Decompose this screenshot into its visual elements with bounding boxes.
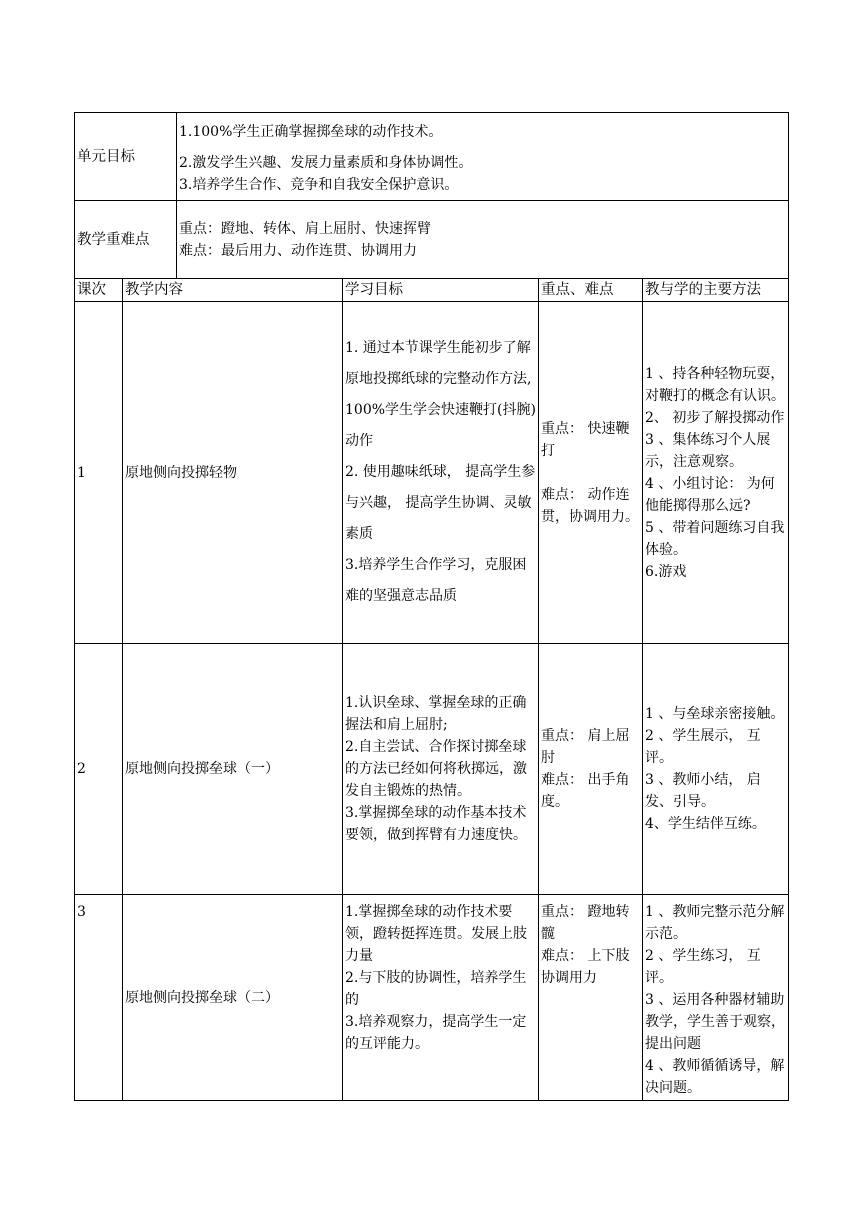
key-point-item: 重点：蹬地、转体、肩上屈肘、快速挥臂 — [179, 220, 431, 237]
unit-goal-item: 3.培养学生合作、竞争和自我安全保护意识。 — [179, 177, 459, 193]
goal-item: 3.培养观察力，提高学生一定的互评能力。 — [345, 1014, 527, 1052]
method-item: 3 、运用各种器材辅助教学，学生善于观察，提出问题 — [645, 992, 785, 1052]
key-item: 重点： 肩上屈肘 — [541, 728, 630, 766]
table-row — [75, 644, 789, 895]
header-goals: 学习目标 — [343, 279, 539, 302]
method-item: 2 、学生展示， 互评。 — [645, 728, 761, 766]
lesson-methods — [643, 895, 789, 1101]
lesson-plan-table — [74, 112, 789, 1101]
method-item: 4、学生结伴互练。 — [645, 816, 766, 832]
lesson-methods — [643, 302, 789, 644]
goal-item: 1. 通过本节课学生能初步了解原地投掷纸球的完整动作方法,100%学生学会快速鞭打(抖腕)动作 — [345, 340, 536, 449]
goal-item: 2.自主尝试、合作探讨掷垒球的方法已经如何将秋掷远，激发自主锻炼的热情。 — [345, 739, 527, 799]
lesson-number: 2 — [75, 644, 123, 895]
key-item: 难点： 出手角度。 — [541, 772, 630, 810]
lesson-methods — [643, 644, 789, 895]
unit-goal-label: 单元目标 — [75, 113, 177, 201]
method-item: 4 、小组讨论： 为何他能掷得那么远? — [645, 475, 775, 514]
table-row — [75, 895, 789, 1101]
method-item: 6.游戏 — [645, 563, 687, 580]
method-item: 5 、带着问题练习自我体验。 — [645, 519, 785, 558]
lesson-plan-document — [74, 112, 788, 1101]
key-item: 难点： 动作连贯，协调用力。 — [541, 486, 639, 525]
header-keys: 重点、难点 — [539, 279, 643, 302]
key-points-list — [177, 201, 789, 279]
method-item: 3 、教师小结， 启发、引导。 — [645, 772, 761, 810]
table-row — [75, 302, 789, 644]
method-item: 1 、教师完整示范分解示范。 — [645, 904, 785, 942]
unit-goal-item: 1.100%学生正确掌握掷垒球的动作技术。 — [179, 124, 443, 140]
key-points-row — [75, 201, 789, 279]
lesson-keys — [539, 644, 643, 895]
goal-item: 1.认识垒球、掌握垒球的正确握法和肩上屈肘; — [345, 695, 527, 733]
method-item: 2、 初步了解投掷动作 — [645, 409, 785, 426]
method-item: 4 、教师循循诱导，解决问题。 — [645, 1058, 785, 1096]
header-lesson-number: 课次 — [75, 279, 123, 302]
method-item: 2 、学生练习， 互评。 — [645, 948, 761, 986]
lesson-keys — [539, 895, 643, 1101]
lesson-number: 3 — [75, 895, 123, 1101]
lesson-goals — [343, 644, 539, 895]
lesson-content: 原地侧向投掷垒球（二） — [123, 895, 343, 1101]
key-points-label: 教学重难点 — [75, 201, 177, 279]
lesson-goals — [343, 895, 539, 1101]
lesson-content: 原地侧向投掷轻物 — [123, 302, 343, 644]
key-item: 重点： 蹬地转髋 — [541, 904, 630, 942]
method-item: 1 、与垒球亲密接触。 — [645, 706, 785, 722]
lesson-keys — [539, 302, 643, 644]
lesson-content: 原地侧向投掷垒球（一） — [123, 644, 343, 895]
lesson-goals — [343, 302, 539, 644]
goal-item: 1.掌握掷垒球的动作技术要领，蹬转挺挥连贯。发展上肢力量 — [345, 904, 527, 964]
header-methods: 教与学的主要方法 — [643, 279, 789, 302]
unit-goal-item: 2.激发学生兴趣、发展力量素质和身体协调性。 — [179, 155, 473, 171]
header-content: 教学内容 — [123, 279, 343, 302]
key-point-item: 难点：最后用力、动作连贯、协调用力 — [179, 242, 417, 259]
unit-goal-list — [177, 113, 789, 201]
lesson-number: 1 — [75, 302, 123, 644]
key-item: 难点： 上下肢协调用力 — [541, 948, 630, 986]
goal-item: 2. 使用趣味纸球， 提高学生参与兴趣， 提高学生协调、灵敏素质 — [345, 464, 536, 542]
goal-item: 2.与下肢的协调性，培养学生的 — [345, 970, 527, 1008]
goal-item: 3.培养学生合作学习，克服困难的坚强意志品质 — [345, 557, 527, 604]
method-item: 3 、集体练习个人展示，注意观察。 — [645, 431, 771, 470]
goal-item: 3.掌握掷垒球的动作基本技术要领，做到挥臂有力速度快。 — [345, 805, 527, 843]
key-item: 重点： 快速鞭打 — [541, 420, 630, 459]
unit-goal-row — [75, 113, 789, 201]
method-item: 1 、持各种轻物玩耍，对鞭打的概念有认识。 — [645, 365, 785, 404]
table-header-row — [75, 279, 789, 302]
